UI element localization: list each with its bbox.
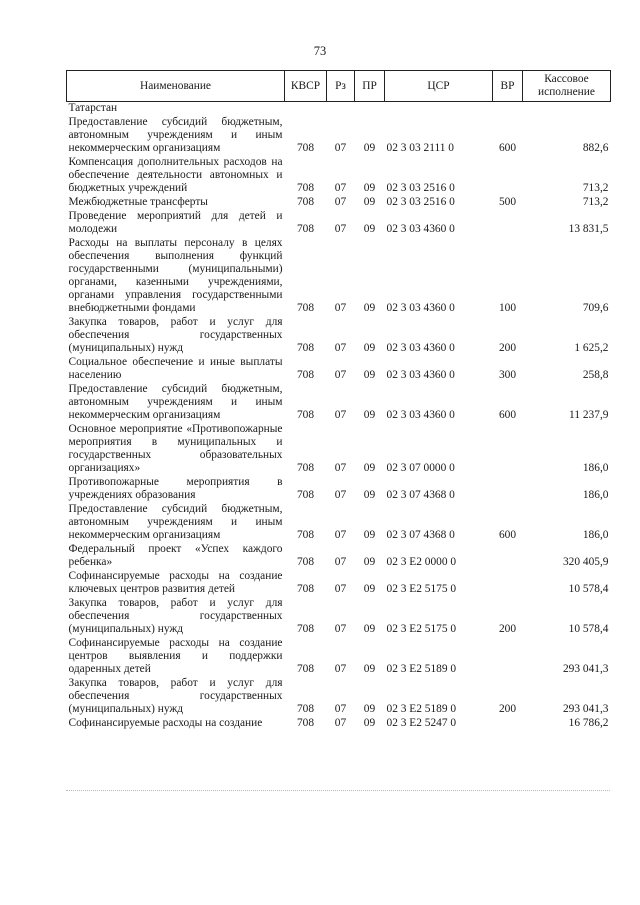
cell-name: Предоставление субсидий бюджетным, автономным учреждениям и иным некоммерческим организациям: [68, 383, 283, 421]
cell-csr: 02 3 E2 5175 0: [386, 623, 457, 635]
cell-kvsr: 708: [296, 489, 315, 501]
cell-name: Социальное обеспечение и иные выплаты населению: [68, 356, 283, 381]
cell-csr: 02 3 E2 5175 0: [386, 583, 457, 595]
cell-rz: 07: [334, 223, 347, 235]
cell-vr: [493, 156, 523, 196]
page-number: 73: [313, 44, 327, 58]
cell-name: Компенсация дополнительных расходов на обеспечение деятельности автономных и бюджетных учреждений: [68, 156, 283, 194]
cell-rz: 07: [334, 489, 347, 501]
table-row: [67, 637, 611, 677]
table-header-row: [67, 71, 611, 102]
header-pr: ПР: [355, 71, 385, 102]
cell-csr: 02 3 07 0000 0: [386, 462, 455, 474]
cell-rz: 07: [334, 663, 347, 675]
cell-name: Межбюджетные трансферты: [68, 196, 208, 208]
cell-vr: [493, 637, 523, 677]
table-row: [67, 423, 611, 476]
cell-amount: 186,0: [582, 529, 609, 541]
scan-artifact-line: [66, 790, 610, 792]
table-row: [67, 476, 611, 503]
cell-rz: 07: [334, 182, 347, 194]
cell-csr: 02 3 03 4360 0: [386, 223, 455, 235]
cell-amount: 10 578,4: [568, 583, 609, 595]
cell-amount: 11 237,9: [569, 409, 609, 421]
cell-pr: 09: [363, 489, 376, 501]
cell-amount: 186,0: [582, 489, 609, 501]
cell-vr: 600: [498, 142, 517, 154]
cell-csr: 02 3 03 4360 0: [386, 369, 455, 381]
cell-pr: 09: [363, 529, 376, 541]
cell-amount: 16 786,2: [568, 717, 609, 729]
header-kvsr: КВСР: [285, 71, 327, 102]
cell-kvsr: 708: [296, 223, 315, 235]
cell-rz: 07: [334, 623, 347, 635]
table-row: [67, 237, 611, 316]
cell-name: Татарстан: [68, 102, 118, 114]
cell-kvsr: 708: [296, 369, 315, 381]
cell-csr: 02 3 03 2516 0: [386, 196, 455, 208]
cell-csr: 02 3 03 4360 0: [386, 409, 455, 421]
cell-vr: 200: [498, 703, 517, 715]
cell-csr: 02 3 03 4360 0: [386, 302, 455, 314]
cell-rz: 07: [334, 703, 347, 715]
cell-vr: 300: [498, 369, 517, 381]
cell-kvsr: 708: [296, 556, 315, 568]
cell-name: Противопожарные мероприятия в учреждениях образования: [68, 476, 283, 501]
table-row: [67, 356, 611, 383]
table-row: [67, 383, 611, 423]
cell-amount: 713,2: [582, 182, 609, 194]
cell-csr: [385, 102, 493, 117]
header-rz: Рз: [327, 71, 355, 102]
table-row: [67, 503, 611, 543]
cell-kvsr: 708: [296, 717, 315, 729]
cell-amount: 293 041,3: [562, 703, 609, 715]
cell-amount: 13 831,5: [568, 223, 609, 235]
cell-pr: 09: [363, 409, 376, 421]
table-row: [67, 570, 611, 597]
cell-kvsr: 708: [296, 583, 315, 595]
cell-pr: 09: [363, 342, 376, 354]
cell-csr: 02 3 03 2516 0: [386, 182, 455, 194]
cell-kvsr: 708: [296, 142, 315, 154]
cell-amount: 186,0: [582, 462, 609, 474]
cell-vr: [493, 476, 523, 503]
cell-rz: 07: [334, 409, 347, 421]
cell-vr: [493, 423, 523, 476]
cell-rz: 07: [334, 462, 347, 474]
cell-kvsr: 708: [296, 703, 315, 715]
cell-amount: 293 041,3: [562, 663, 609, 675]
cell-csr: 02 3 07 4368 0: [386, 489, 455, 501]
cell-name: Расходы на выплаты персоналу в целях обеспечения выполнения функций государственными (муниципальными) органами, казенными учреждениями, органами управления государственными внебюджетными фондами: [68, 237, 283, 314]
cell-rz: 07: [334, 583, 347, 595]
cell-csr: 02 3 03 4360 0: [386, 342, 455, 354]
cell-pr: 09: [363, 556, 376, 568]
cell-vr: 600: [498, 409, 517, 421]
header-name: Наименование: [67, 71, 285, 102]
cell-rz: [327, 102, 355, 117]
cell-pr: 09: [363, 182, 376, 194]
cell-pr: 09: [363, 623, 376, 635]
cell-rz: 07: [334, 142, 347, 154]
cell-name: Закупка товаров, работ и услуг для обеспечения государственных (муниципальных) нужд: [68, 316, 283, 354]
cell-rz: 07: [334, 342, 347, 354]
cell-vr: [493, 210, 523, 237]
budget-execution-table: [66, 70, 611, 731]
cell-amount: 320 405,9: [562, 556, 609, 568]
header-amount: Кассовое исполнение: [523, 71, 611, 102]
cell-csr: 02 3 E2 5189 0: [386, 663, 457, 675]
cell-pr: 09: [363, 462, 376, 474]
cell-pr: [355, 102, 385, 117]
cell-kvsr: 708: [296, 529, 315, 541]
cell-pr: 09: [363, 663, 376, 675]
table-row: [67, 102, 611, 117]
cell-csr: 02 3 E2 0000 0: [386, 556, 457, 568]
cell-vr: 500: [498, 196, 517, 208]
cell-pr: 09: [363, 717, 376, 729]
cell-kvsr: 708: [296, 342, 315, 354]
table-row: [67, 717, 611, 731]
table-row: [67, 156, 611, 196]
cell-name: Предоставление субсидий бюджетным, автономным учреждениям и иным некоммерческим организациям: [68, 503, 283, 541]
cell-vr: [493, 717, 523, 731]
cell-kvsr: 708: [296, 182, 315, 194]
cell-name: Софинансируемые расходы на создание ключевых центров развития детей: [68, 570, 283, 595]
cell-vr: 200: [498, 623, 517, 635]
cell-vr: 200: [498, 342, 517, 354]
cell-csr: 02 3 E2 5189 0: [386, 703, 457, 715]
cell-rz: 07: [334, 556, 347, 568]
table-row: [67, 196, 611, 210]
cell-name: Федеральный проект «Успех каждого ребенка»: [68, 543, 283, 568]
cell-amount: 713,2: [582, 196, 609, 208]
cell-rz: 07: [334, 302, 347, 314]
cell-rz: 07: [334, 717, 347, 729]
cell-vr: 600: [498, 529, 517, 541]
cell-pr: 09: [363, 583, 376, 595]
cell-rz: 07: [334, 529, 347, 541]
table-row: [67, 543, 611, 570]
cell-kvsr: 708: [296, 663, 315, 675]
cell-name: Закупка товаров, работ и услуг для обеспечения государственных (муниципальных) нужд: [68, 677, 283, 715]
cell-pr: 09: [363, 142, 376, 154]
cell-name: Основное мероприятие «Противопожарные мероприятия в муниципальных и государственных образовательных организациях»: [68, 423, 283, 474]
cell-amount: 1 625,2: [574, 342, 609, 354]
cell-kvsr: 708: [296, 302, 315, 314]
cell-amount: [523, 102, 611, 117]
table-body: [67, 102, 611, 732]
cell-kvsr: 708: [296, 409, 315, 421]
cell-csr: 02 3 07 4368 0: [386, 529, 455, 541]
cell-name: Предоставление субсидий бюджетным, автономным учреждениям и иным некоммерческим организациям: [68, 116, 283, 154]
table-row: [67, 316, 611, 356]
cell-amount: 258,8: [582, 369, 609, 381]
cell-vr: [493, 543, 523, 570]
cell-kvsr: 708: [296, 196, 315, 208]
table-row: [67, 677, 611, 717]
header-vr: ВР: [493, 71, 523, 102]
cell-pr: 09: [363, 369, 376, 381]
cell-name: Закупка товаров, работ и услуг для обеспечения государственных (муниципальных) нужд: [68, 597, 283, 635]
header-csr: ЦСР: [385, 71, 493, 102]
cell-amount: 709,6: [582, 302, 609, 314]
cell-pr: 09: [363, 302, 376, 314]
cell-vr: [493, 570, 523, 597]
table-row: [67, 597, 611, 637]
cell-amount: 10 578,4: [568, 623, 609, 635]
cell-kvsr: [285, 102, 327, 117]
cell-name: Проведение мероприятий для детей и молодежи: [68, 210, 283, 235]
cell-kvsr: 708: [296, 462, 315, 474]
cell-rz: 07: [334, 196, 347, 208]
cell-csr: 02 3 03 2111 0: [386, 142, 454, 154]
cell-pr: 09: [363, 223, 376, 235]
cell-pr: 09: [363, 703, 376, 715]
cell-name: Софинансируемые расходы на создание: [68, 717, 263, 729]
table-row: [67, 210, 611, 237]
cell-csr: 02 3 E2 5247 0: [386, 717, 457, 729]
table-row: [67, 116, 611, 156]
cell-amount: 882,6: [582, 142, 609, 154]
cell-vr: [493, 102, 523, 117]
cell-name: Софинансируемые расходы на создание центров выявления и поддержки одаренных детей: [68, 637, 283, 675]
cell-vr: 100: [498, 302, 517, 314]
cell-pr: 09: [363, 196, 376, 208]
cell-rz: 07: [334, 369, 347, 381]
cell-kvsr: 708: [296, 623, 315, 635]
